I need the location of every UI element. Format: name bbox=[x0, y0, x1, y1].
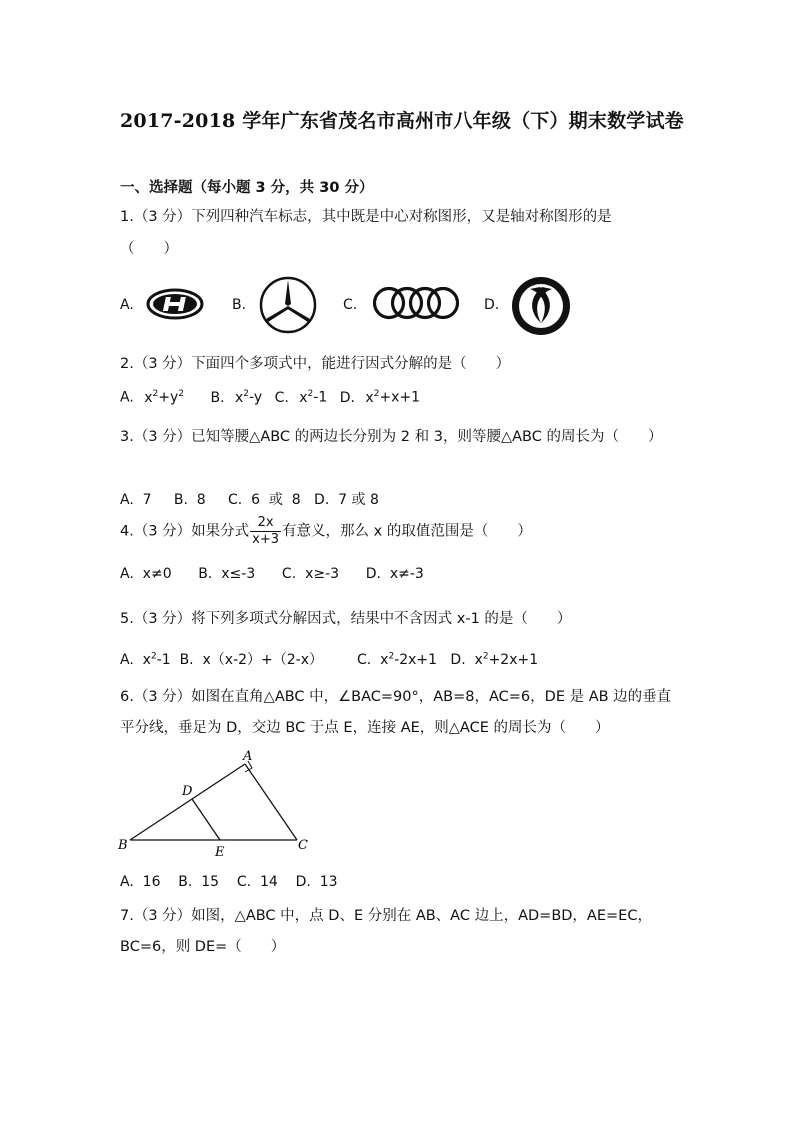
q4-post: 有意义，那么 x 的取值范围是（ ） bbox=[282, 523, 532, 540]
label-c: C bbox=[298, 838, 308, 853]
triangle-figure bbox=[112, 744, 322, 860]
question-1-text: 1.（3 分）下列四种汽车标志，其中既是中心对称图形，又是轴对称图形的是 bbox=[120, 209, 612, 225]
option-a-label: A. bbox=[120, 297, 134, 313]
question-1-bracket: （ ） bbox=[120, 241, 178, 257]
question-7-text-2: BC=6，则 DE=（ ） bbox=[120, 939, 286, 955]
q5-d-tail: +2x+1 bbox=[488, 652, 539, 668]
q2-c-label: C. bbox=[274, 389, 289, 406]
q2-a-exp: 2 bbox=[152, 389, 159, 399]
q2-b-tail: -y bbox=[249, 389, 263, 406]
question-3-text: 3.（3 分）已知等腰△ABC 的两边长分别为 2 和 3，则等腰△ABC 的周长为（ ） bbox=[120, 429, 663, 445]
q2-c-exp: 2 bbox=[307, 389, 314, 399]
q2-a-exp2: 2 bbox=[178, 389, 185, 399]
question-6-text-2: 平分线，垂足为 D，交边 BC 于点 E，连接 AE，则△ACE 的周长为（ ） bbox=[120, 720, 610, 736]
label-e: E bbox=[215, 845, 225, 860]
audi-logo bbox=[370, 285, 462, 321]
q2-c-tail: -1 bbox=[313, 389, 328, 406]
option-d-label: D. bbox=[484, 297, 500, 313]
q4-denominator: x+3 bbox=[252, 532, 280, 547]
option-c-label: C. bbox=[343, 297, 358, 313]
q5-a-exp: 2 bbox=[150, 651, 157, 662]
q5-d-exp: 2 bbox=[482, 651, 489, 662]
dongfeng-logo bbox=[510, 275, 572, 337]
question-6-options: A. 16 B. 15 C. 14 D. 13 bbox=[120, 874, 338, 890]
label-a: A bbox=[243, 749, 253, 764]
option-b-label: B. bbox=[232, 297, 247, 313]
q2-a-x: x bbox=[144, 389, 153, 406]
q2-d-exp: 2 bbox=[373, 389, 380, 399]
q4-pre: 4.（3 分）如果分式 bbox=[120, 523, 250, 540]
q2-d-label: D. bbox=[339, 389, 355, 406]
q2-b-label: B. bbox=[210, 389, 225, 406]
question-7-text: 7.（3 分）如图，△ABC 中，点 D、E 分别在 AB、AC 边上，AD=BD，AE=EC， bbox=[120, 908, 652, 924]
page-title: 2017-2018 学年广东省茂名市高州市八年级（下）期末数学试卷 bbox=[120, 110, 684, 132]
q5-a: A. x bbox=[120, 652, 151, 668]
q2-b-exp: 2 bbox=[243, 389, 250, 399]
q5-c: C. x bbox=[357, 652, 389, 668]
q2-a-plus: +y bbox=[158, 389, 179, 406]
label-b: B bbox=[118, 838, 128, 853]
question-2-options bbox=[120, 389, 420, 406]
q4-numerator: 2x bbox=[250, 515, 281, 532]
q5-c-exp: 2 bbox=[388, 651, 395, 662]
question-6-text: 6.（3 分）如图在直角△ABC 中，∠BAC=90°，AB=8，AC=6，DE 是 AB 边的垂直 bbox=[120, 689, 672, 705]
question-2-text: 2.（3 分）下面四个多项式中，能进行因式分解的是（ ） bbox=[120, 356, 511, 372]
q5-c-tail: -2x+1 D. x bbox=[394, 652, 483, 668]
section-heading: 一、选择题（每小题 3 分，共 30 分） bbox=[120, 180, 374, 196]
q5-a-tail: -1 B. x（x-2）+（2-x） bbox=[156, 652, 324, 668]
question-5-text: 5.（3 分）将下列多项式分解因式，结果中不含因式 x-1 的是（ ） bbox=[120, 611, 572, 627]
question-3-options: A. 7 B. 8 C. 6 或 8 D. 7 或 8 bbox=[120, 492, 379, 508]
question-4-options: A. x≠0 B. x≤-3 C. x≥-3 D. x≠-3 bbox=[120, 566, 424, 582]
q2-a-label: A. bbox=[120, 389, 134, 406]
q4-fraction bbox=[250, 515, 281, 548]
q2-d-tail: +x+1 bbox=[379, 389, 421, 406]
hyundai-logo bbox=[146, 287, 204, 321]
question-5-options bbox=[120, 649, 538, 669]
q2-b-x: x bbox=[234, 389, 244, 406]
label-d: D bbox=[182, 784, 193, 799]
q2-d-x: x bbox=[365, 389, 374, 406]
q2-c-x: x bbox=[299, 389, 308, 406]
question-4-text bbox=[120, 515, 532, 548]
mercedes-logo bbox=[258, 276, 318, 334]
